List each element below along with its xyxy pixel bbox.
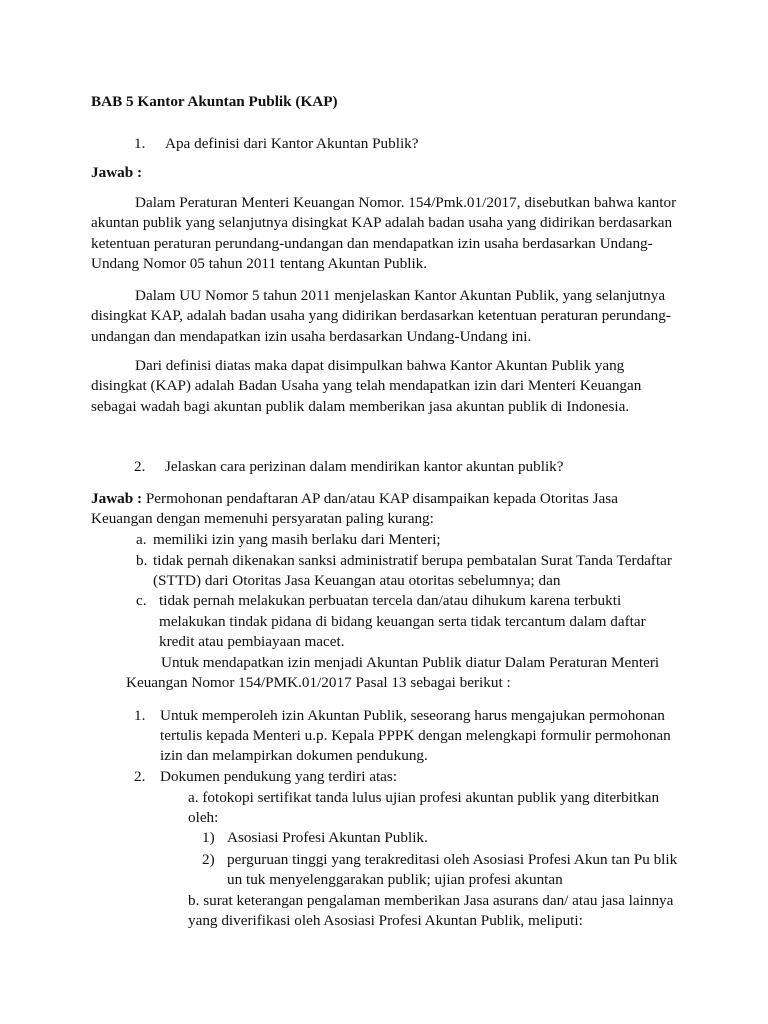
requirement-b-text: (STTD) dari Otoritas Jasa Keuangan atau otoritas sebelumnya; dan [153, 572, 561, 589]
paragraph-3-line: sebagai wadah bagi akuntan publik dalam memberikan jasa akuntan publik di Indonesia. [91, 398, 630, 415]
requirement-b-text: tidak pernah dikenakan sanksi administratif berupa pembatalan Surat Tanda Terdaftar [153, 552, 672, 569]
sub-item-a2-text: un tuk menyelenggarakan publik; ujian profesi akuntan [227, 871, 563, 888]
question-2-text: Jelaskan cara perizinan dalam mendirikan kantor akuntan publik? [165, 458, 564, 475]
paragraph-3-line: disingkat (KAP) adalah Badan Usaha yang telah mendapatkan izin dari Menteri Keuangan [91, 377, 642, 394]
list-item-2-text: Dokumen pendukung yang terdiri atas: [160, 768, 398, 785]
answer-2-intro-text: Permohonan pendaftaran AP dan/atau KAP disampaikan kepada Otoritas Jasa [145, 490, 618, 507]
paragraph-3-line: Dari definisi diatas maka dapat disimpulkan bahwa Kantor Akuntan Publik yang [135, 357, 625, 374]
paragraph-1-line: Undang Nomor 05 tahun 2011 tentang Akuntan Publik. [91, 255, 428, 272]
paragraph-1-line: Dalam Peraturan Menteri Keuangan Nomor. 154/Pmk.01/2017, disebutkan bahwa kantor [135, 194, 677, 211]
paragraph-1-line: ketentuan peraturan perundang-undangan dan mendapatkan izin usaha berdasarkan Undang- [91, 235, 653, 252]
paragraph-2-line: disingkat KAP, adalah badan usaha yang didirikan berdasarkan ketentuan peraturan perundang- [91, 307, 671, 324]
requirement-c-label: c. [136, 592, 147, 609]
requirement-c-text: tidak pernah melakukan perbuatan tercela dan/atau dihukum karena terbukti [159, 592, 622, 609]
answer-2-first-line [91, 489, 618, 510]
sub-item-a-text: oleh: [188, 809, 219, 826]
requirement-c-text: melakukan tindak pidana di bidang keuangan serta tidak tercantum dalam daftar [159, 613, 646, 630]
sub-item-a-text: a. fotokopi sertifikat tanda lulus ujian profesi akuntan publik yang diterbitkan [188, 789, 660, 806]
sub-item-a2-number: 2) [202, 851, 215, 868]
list-item-1-number: 1. [134, 707, 146, 724]
requirement-b-label: b. [136, 552, 148, 569]
answer-2-intro-line: Keuangan dengan memenuhi persyaratan paling kurang: [91, 510, 434, 527]
requirement-a-text: memiliki izin yang masih berlaku dari Menteri; [153, 531, 441, 548]
answer-1-label: Jawab : [91, 164, 143, 181]
sub-item-a1-text: Asosiasi Profesi Akuntan Publik. [227, 829, 428, 846]
requirement-c-text: kredit atau pembiayaan macet. [159, 633, 345, 650]
paragraph-4-line: Untuk mendapatkan izin menjadi Akuntan Publik diatur Dalam Peraturan Menteri [161, 654, 660, 671]
question-1-text: Apa definisi dari Kantor Akuntan Publik? [165, 135, 419, 152]
list-item-1-text: tertulis kepada Menteri u.p. Kepala PPPK dengan melengkapi formulir permohonan [160, 727, 671, 744]
list-item-1-text: izin dan melampirkan dokumen pendukung. [160, 747, 428, 764]
question-1-number: 1. [134, 135, 146, 152]
paragraph-1-line: akuntan publik yang selanjutnya disingkat KAP adalah badan usaha yang didirikan berdasarkan [91, 214, 673, 231]
paragraph-2-line: undangan dan mendapatkan izin usaha berdasarkan Undang-Undang ini. [91, 328, 532, 345]
sub-item-a1-number: 1) [202, 829, 215, 846]
document-title: BAB 5 Kantor Akuntan Publik (KAP) [91, 93, 338, 110]
question-2-number: 2. [134, 458, 146, 475]
list-item-1-text: Untuk memperoleh izin Akuntan Publik, seseorang harus mengajukan permohonan [160, 707, 665, 724]
answer-2-label: Jawab : [91, 490, 143, 507]
requirement-a-label: a. [136, 531, 147, 548]
paragraph-2-line: Dalam UU Nomor 5 tahun 2011 menjelaskan Kantor Akuntan Publik, yang selanjutnya [135, 287, 666, 304]
sub-item-b-text: b. surat keterangan pengalaman memberikan Jasa asurans dan/ atau jasa lainnya [188, 892, 674, 909]
sub-item-b-text: yang diverifikasi oleh Asosiasi Profesi Akuntan Publik, meliputi: [188, 912, 583, 929]
sub-item-a2-text: perguruan tinggi yang terakreditasi oleh Asosiasi Profesi Akun tan Pu blik [227, 851, 678, 868]
paragraph-4-line: Keuangan Nomor 154/PMK.01/2017 Pasal 13 sebagai berikut : [126, 674, 511, 691]
list-item-2-number: 2. [134, 768, 146, 785]
